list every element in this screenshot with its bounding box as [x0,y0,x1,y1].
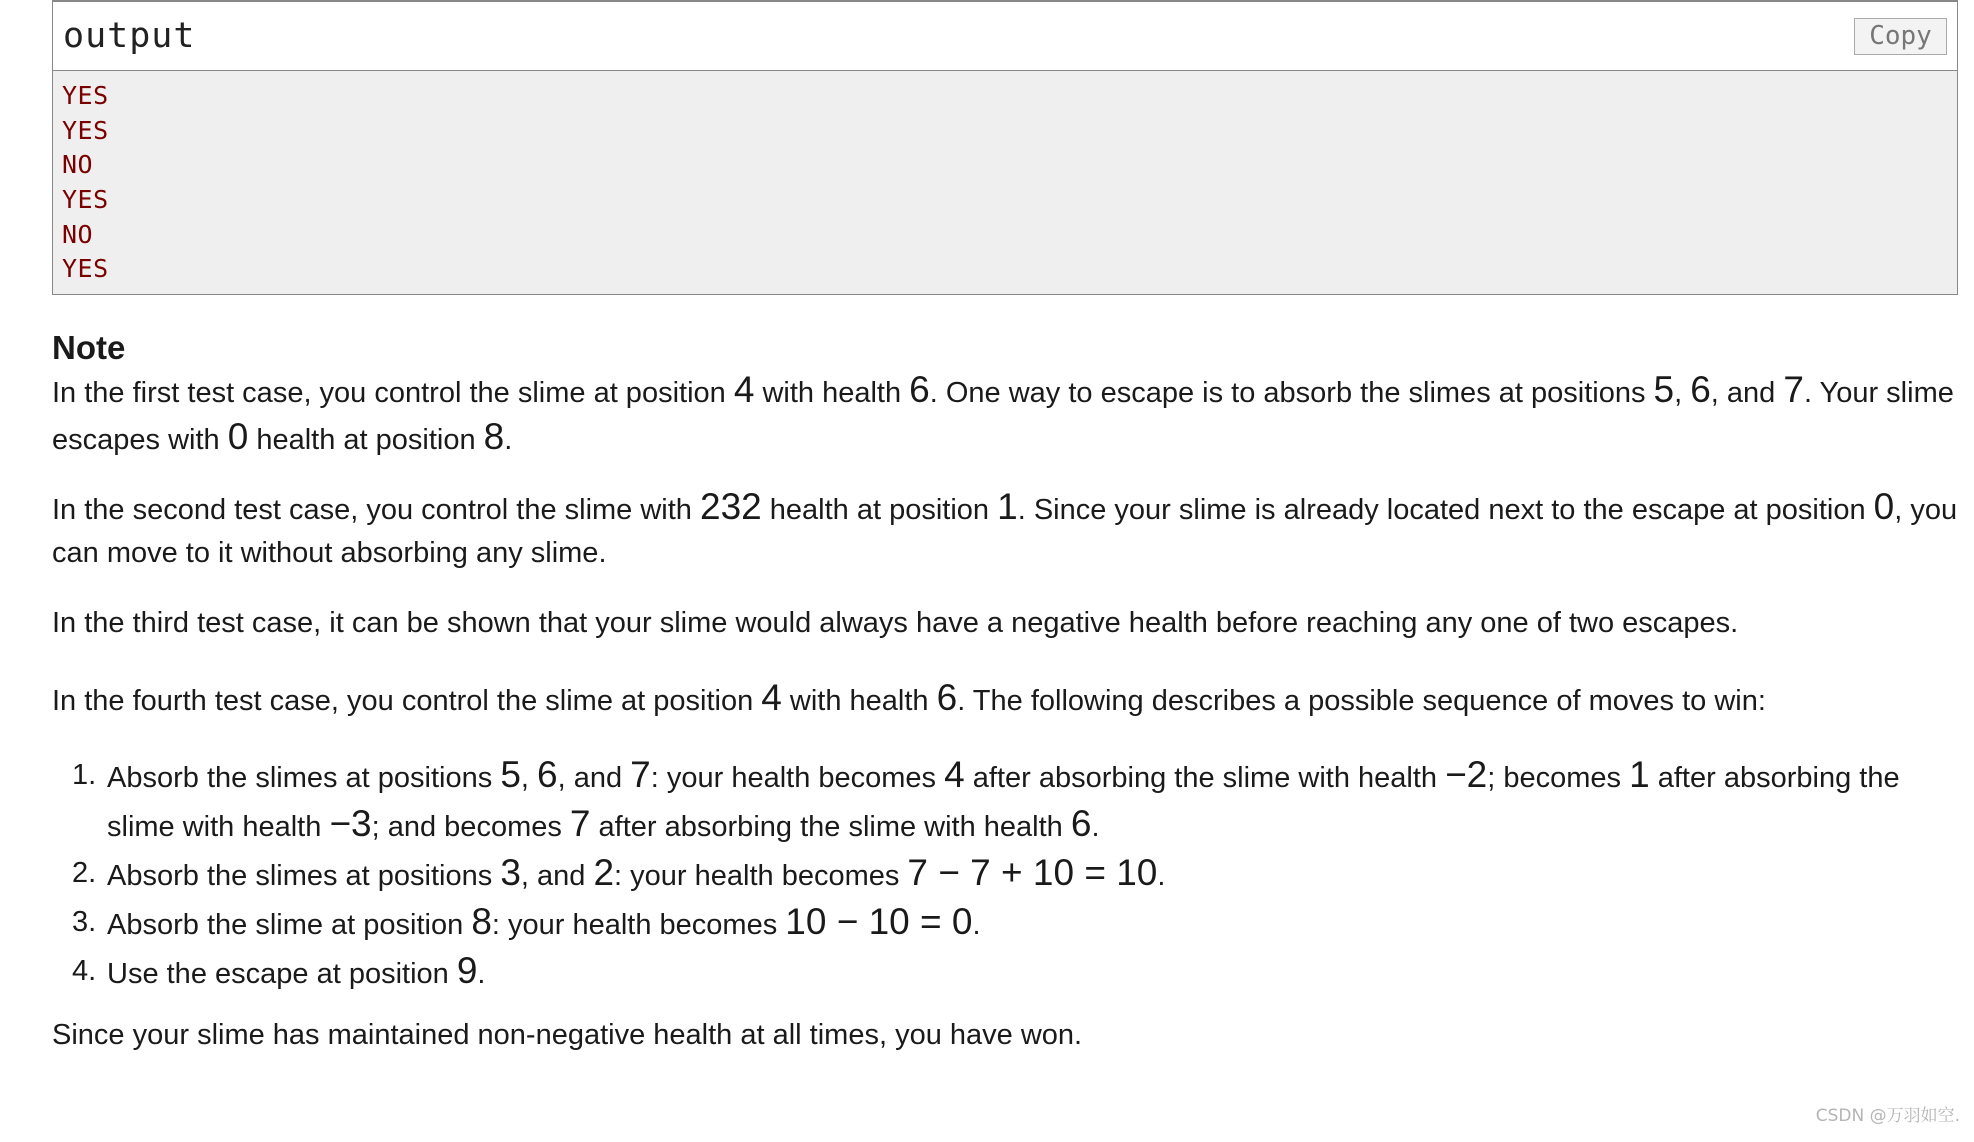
output-line: YES [62,115,109,145]
output-line: NO [62,150,94,180]
output-line: YES [62,185,109,215]
copy-button[interactable]: Copy [1854,18,1947,55]
note-title: Note [52,329,126,366]
list-item: 3. Absorb the slime at position 8: your health becomes 10 − 10 = 0. [72,901,981,942]
note-section [52,326,1958,1051]
output-line: YES [62,81,109,110]
note-paragraph-fourth-case: In the fourth test case, you control the slime at position 4 with health 6. The following describes a possible sequence of moves to win: [52,677,1766,718]
watermark: CSDN @万羽如空. [1815,1106,1960,1126]
output-content [53,71,1957,294]
list-item: 4. Use the escape at position 9. [72,950,486,991]
output-line: YES [62,254,109,284]
output-title: output [63,16,196,56]
move-sequence-list [52,752,1962,997]
note-paragraph-first-case: In the first test case, you control the slime at position 4 with health 6. One way to escape is to absorb the slimes at positions 5, 6, and 7. Your slime escapes with 0 health at position 8. [52,369,1954,457]
list-item: 2. Absorb the slimes at positions 3, and 2: your health becomes 7 − 7 + 10 = 10. [72,852,1166,893]
note-paragraph-second-case: In the second test case, you control the slime with 232 health at position 1. Since your slime is already located next to the escape at position 0, you can move to it without absorbing any slime. [52,486,1958,569]
output-line: NO [62,219,94,249]
list-item: 1. Absorb the slimes at positions 5, 6, and 7: your health becomes 4 after absorbing the slime with health −2; becomes 1 after absorbing the slime with health −3; and becomes 7 after absorbing the slime with health 6. [72,754,1900,844]
note-paragraph-conclusion: Since your slime has maintained non-negative health at all times, you have won. [52,1019,1083,1051]
sample-output-box [52,0,1958,295]
output-header [53,2,1957,71]
note-paragraph-third-case: In the third test case, it can be shown that your slime would always have a negative health before reaching any one of two escapes. [52,607,1739,639]
